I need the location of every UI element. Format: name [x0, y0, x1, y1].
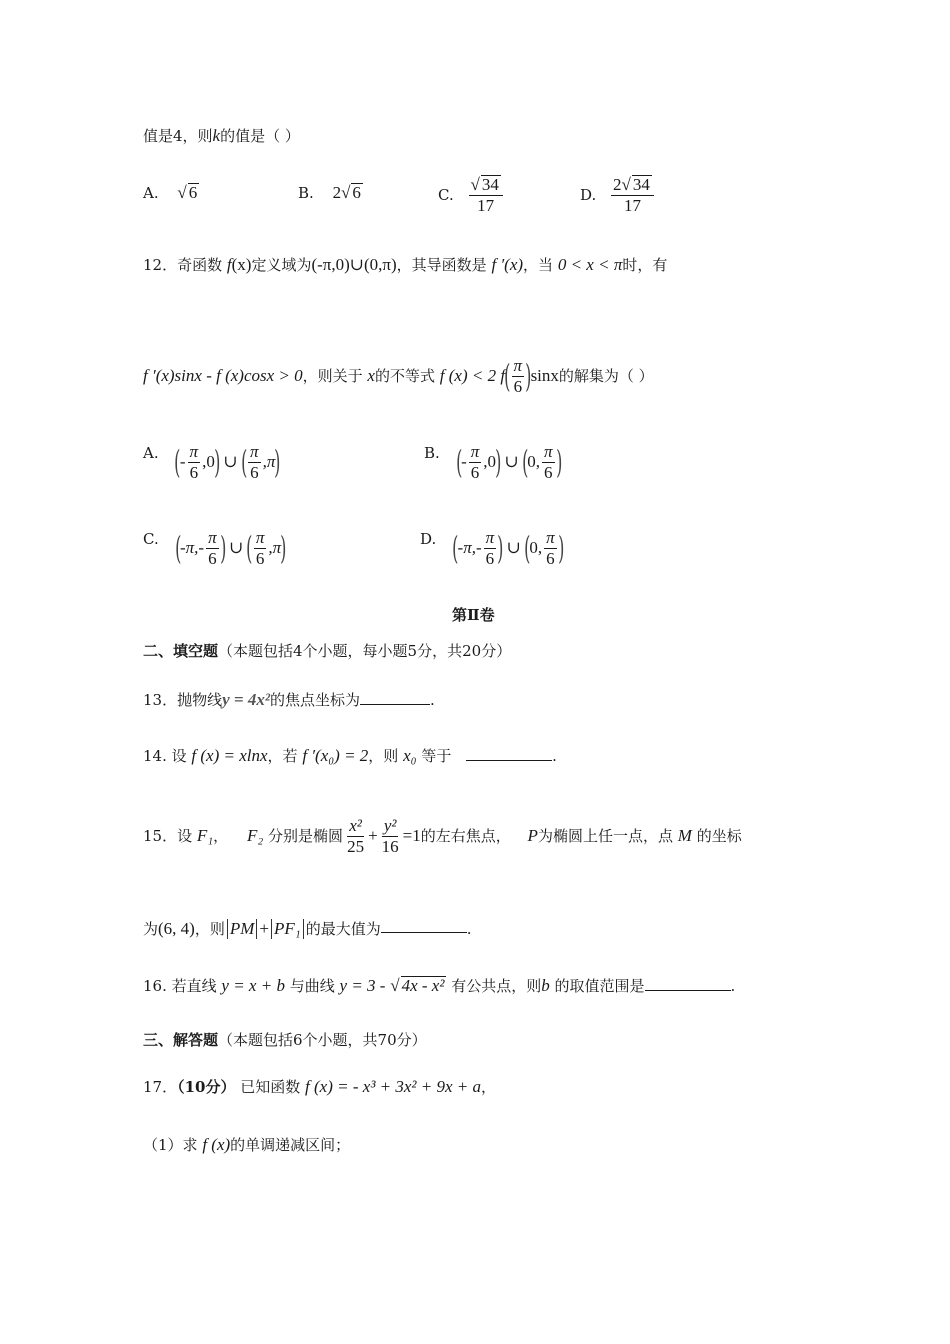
q15-line2-text3: 的最大值为	[305, 920, 381, 938]
q15-point: (6, 4)	[158, 919, 195, 938]
part2-head: 二、填空题	[143, 642, 219, 660]
q12-f: f	[226, 255, 232, 274]
q15-line2-text1: 为	[143, 920, 159, 938]
q16-radicand: 4x - x²	[401, 976, 445, 995]
q11-option-d-label: D.	[580, 186, 597, 205]
q11-option-d-coef: 2	[613, 175, 622, 194]
q15-M: M	[677, 826, 692, 846]
q16-text1: 与曲线	[289, 977, 335, 995]
q12-derivative: f ′(x)	[491, 255, 524, 274]
q12-line2-text2: 的不等式	[374, 367, 435, 386]
q15-F1: F₁	[196, 826, 214, 846]
q14-expr2: f ′(x₀) = 2	[302, 746, 369, 765]
q11-var-k: k	[212, 126, 221, 145]
q15-text4: 的坐标	[696, 827, 742, 846]
q16-text2: 有公共点，则	[451, 977, 542, 995]
q14-text1: ，若	[267, 747, 298, 765]
q13-expr: y = 4x²	[222, 690, 270, 709]
q16: 16. 若直线 y = x + b 与曲线 y = 3 - √ 4x - x² 有公共点，则b 的取值范围是 .	[143, 976, 736, 995]
q12-text4: 时，有	[622, 256, 668, 274]
q11-option-b: B. 2√ 6	[298, 183, 361, 202]
q12-option-c-cup: ∪	[229, 538, 244, 558]
q12-option-b-minus: -	[461, 452, 467, 472]
q15-comma: ，	[213, 827, 229, 846]
q12-option-b: B. (- $\frac{\pi}{6}$ ,0) ∪(0, $\frac{\pi}{6}$ )	[424, 442, 562, 482]
q12-option-c-label: C.	[143, 530, 159, 548]
q15-x2: x²	[349, 816, 362, 835]
q12-option-d-six2: 6	[546, 548, 555, 568]
q17-part1-tail: 的单调递减区间；	[230, 1136, 351, 1154]
q11-option-d: D. $\frac{2√ 34}{17}$	[580, 175, 656, 215]
q12-option-b-pi2: π	[543, 442, 553, 461]
q15-y2: y²	[383, 816, 397, 835]
q12-option-d-six1: 6	[485, 548, 495, 568]
q12-inequality: f (x) < 2 f	[439, 366, 506, 386]
q12-option-c-left: -π,-	[179, 538, 205, 558]
q11-option-b-value: 6	[352, 183, 361, 202]
q11-option-c: C. $\frac{√ 34}{17}$	[438, 175, 505, 215]
q11-stem-end: 的值是（ ）	[220, 127, 300, 145]
q15-16: 16	[381, 836, 399, 856]
q12-line2-text1: ，则关于	[302, 367, 363, 386]
q13-end: .	[429, 691, 435, 709]
q14-blank[interactable]	[466, 746, 552, 761]
q12-text1: 定义域为	[251, 256, 312, 274]
q12-sinx: sinx	[530, 366, 559, 386]
q12-option-c-end: ,π	[268, 538, 282, 558]
q11-option-d-den: 17	[623, 195, 641, 215]
q16-line: y = x + b	[221, 976, 285, 995]
q11-option-a-value: 6	[188, 183, 198, 202]
q11-option-a: A. √ 6	[143, 183, 198, 202]
q12-option-a-end: ,π	[262, 452, 276, 472]
q11-stem-text: 值是4，则	[143, 127, 213, 145]
q16-number: 16. 若直线	[143, 977, 217, 995]
q15-line2	[143, 917, 471, 940]
q13-blank[interactable]	[360, 690, 430, 705]
q12-option-b-start: 0,	[527, 452, 540, 472]
q17-expr: f (x) = - x³ + 3x² + 9x + a	[305, 1077, 482, 1096]
q12-option-a: A. (- $\frac{\pi}{6}$ ,0) ∪( $\frac{\pi}{6}$ ,π)	[143, 442, 281, 482]
q12-stem-line1	[143, 255, 667, 275]
q11-option-c-den: 17	[477, 195, 495, 215]
q17-part1-number: （1）求	[143, 1136, 198, 1154]
q17-text1: 已知函数	[240, 1078, 301, 1096]
q12-option-a-cup: ∪	[223, 452, 238, 472]
q12-option-d-pi2: π	[546, 528, 555, 547]
q12-option-d-start: 0,	[529, 538, 543, 558]
q12-option-a-six1: 6	[189, 462, 199, 482]
q14-expr: f (x) = xlnx	[191, 746, 268, 765]
q15-text2: 的左右焦点，	[420, 827, 511, 846]
q12-option-a-pi1: π	[189, 442, 199, 461]
q11-option-b-coef: 2	[332, 183, 342, 202]
q14-number: 14. 设	[143, 747, 187, 765]
q12-option-d-pi1: π	[485, 528, 495, 547]
q17-part1	[143, 1135, 350, 1155]
q12-line2-end: 的解集为（ ）	[558, 367, 654, 386]
q15-F2: F₂	[246, 826, 264, 846]
part3-note: （本题包括6个小题，共70分）	[218, 1031, 427, 1049]
q12-six: 6	[513, 376, 523, 396]
q14-x0: x₀	[403, 746, 417, 765]
q12-option-b-pi1: π	[470, 442, 480, 461]
q12-option-b-mid: ,0	[483, 452, 497, 472]
q12-option-b-six2: 6	[544, 462, 553, 482]
q17-end: ，	[481, 1078, 497, 1096]
q16-curve: y = 3 -	[339, 976, 386, 995]
q11-option-b-label: B.	[298, 184, 314, 202]
q15-plus2: +	[259, 919, 269, 938]
q15-text1: 分别是椭圆	[268, 827, 344, 846]
q16-blank[interactable]	[645, 976, 731, 991]
q12-option-d-cup: ∪	[506, 538, 521, 558]
q12-text2: ，其导函数是	[396, 256, 487, 274]
q16-end: .	[730, 977, 736, 995]
q12-option-b-six1: 6	[470, 462, 480, 482]
q15-PM: PM	[229, 919, 255, 938]
q17-part1-expr: f (x)	[202, 1135, 231, 1154]
q12-option-b-cup: ∪	[504, 452, 519, 472]
q17	[143, 1077, 496, 1097]
section-title: 第Ⅱ卷	[452, 606, 495, 624]
q11-option-c-num: 34	[481, 175, 499, 194]
q14-text3: 等于	[421, 747, 452, 765]
part3-heading	[143, 1030, 427, 1050]
part3-head: 三、解答题	[143, 1031, 219, 1049]
q12-domain: (-π,0)∪(0,π)	[311, 255, 397, 274]
q12-stem-line2: f ′(x)sinx - f (x)cosx > 0，则关于 x的不等式 f (x) < 2 f( $\frac{\pi}{6}$ )sinx的解集为（ ）	[143, 356, 654, 396]
q14-text2: ，则	[368, 747, 399, 765]
q11-option-a-label: A.	[143, 184, 159, 202]
q12-option-c-pi1: π	[208, 528, 217, 547]
q15-P: P	[527, 826, 538, 846]
q15-plus: +	[368, 826, 378, 846]
q15-PF1: PF₁	[274, 919, 301, 938]
q15-line1	[143, 816, 742, 856]
q12-option-d-label: D.	[420, 530, 437, 548]
q12-option-c: C. (-π,- $\frac{\pi}{6}$ ) ∪( $\frac{\pi}{6}$ ,π)	[143, 528, 287, 568]
q12-option-c-six2: 6	[255, 548, 265, 568]
q15-blank[interactable]	[381, 918, 467, 933]
q11-option-d-num: 34	[632, 175, 650, 194]
q12-option-a-pi2: π	[250, 442, 259, 461]
q12-number: 12．奇函数	[143, 256, 223, 274]
q15-end: .	[466, 920, 472, 938]
q12-option-a-label: A.	[143, 444, 159, 462]
q12-condition: 0 < x < π	[557, 255, 623, 274]
q12-option-c-six1: 6	[208, 548, 217, 568]
q15-25: 25	[347, 836, 365, 856]
q12-option-a-minus: -	[179, 452, 186, 472]
part2-heading	[143, 641, 511, 661]
q16-b: b	[541, 976, 550, 995]
q12-line2-x: x	[367, 366, 375, 386]
q12-option-d: D. (-π,- $\frac{\pi}{6}$ ) ∪(0, $\frac{\pi}{6}$ )	[420, 528, 565, 568]
q13-tail: 的焦点坐标为	[269, 691, 360, 709]
q14	[143, 746, 557, 766]
q15-text3: 为椭圆上任一点，点	[537, 827, 673, 846]
q12-condition-expr: f ′(x)sinx - f (x)cosx > 0	[143, 366, 303, 386]
q14-end: .	[552, 747, 557, 765]
q15-number: 15．设	[143, 827, 193, 846]
q13	[143, 690, 435, 710]
q11-option-c-label: C.	[438, 186, 454, 205]
q12-text3: ，当	[523, 256, 554, 274]
q16-text3: 的取值范围是	[554, 977, 645, 995]
q17-score: （10分）	[177, 1078, 236, 1096]
q15-line2-text2: ，则	[194, 920, 225, 938]
q12-option-c-pi2: π	[255, 528, 265, 547]
q15-eq: =1	[402, 826, 421, 846]
q11-stem	[143, 126, 300, 146]
q12-fx: (x)	[231, 255, 252, 274]
q12-option-a-six2: 6	[250, 462, 259, 482]
q17-number: 17．	[143, 1078, 178, 1096]
q12-option-d-left: -π,-	[457, 538, 482, 558]
q12-option-b-label: B.	[424, 444, 440, 462]
q12-pi: π	[513, 356, 523, 375]
q13-number: 13．抛物线	[143, 691, 223, 709]
part2-note: （本题包括4个小题，每小题5分，共20分）	[218, 642, 512, 660]
q12-option-a-mid: ,0	[202, 452, 215, 472]
